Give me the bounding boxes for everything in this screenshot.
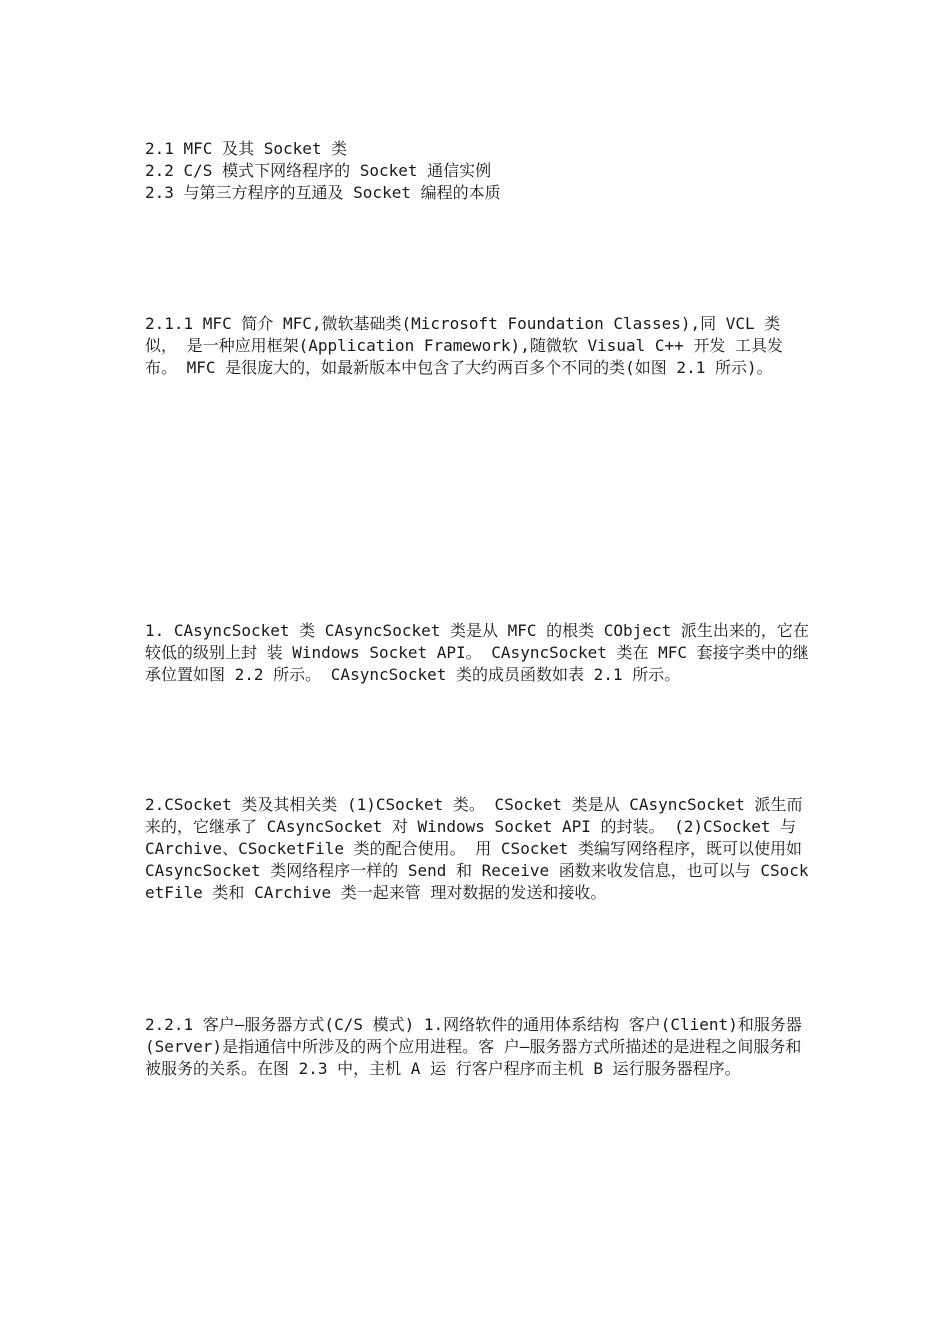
toc-item: 2.3 与第三方程序的互通及 Socket 编程的本质 — [145, 183, 501, 202]
paragraph-casyncsocket: 1. CAsyncSocket 类 CAsyncSocket 类是从 MFC 的根类 CObject 派生出来的，它在较低的级别上封 装 Windows Socket API。 CAsyncSocket 类在 MFC 套接字类中的继承位置如图 2.2 所示。 CAsyncSocket 类的成员函数如表 2.1 所示。 — [145, 621, 809, 684]
paragraph-mfc-intro: 2.1.1 MFC 简介 MFC,微软基础类(Microsoft Foundation Classes),同 VCL 类似， 是一种应用框架(Application Framework),随微软 Visual C++ 开发 工具发布。 MFC 是很庞大的，如最新版本中包含了大约两百多个不同的类(如图 2.1 所示)。 — [145, 314, 784, 377]
toc-item: 2.1 MFC 及其 Socket 类 — [145, 139, 348, 158]
paragraph-csocket: 2.CSocket 类及其相关类 (1)CSocket 类。 CSocket 类是从 CAsyncSocket 派生而来的，它继承了 CAsyncSocket 对 Windows Socket API 的封装。 (2)CSocket 与 CArchive、CSocketFile 类的配合使用。 用 CSocket 类编写网络程序，既可以使用如 CAsyncSocket 类网络程序一样的 Send 和 Receive 函数来收发信息，也可以与 CSocketFile 类和 CArchive 类一起来管 理对数据的发送和接收。 — [145, 795, 809, 902]
table-of-contents — [145, 138, 810, 204]
paragraph-client-server: 2.2.1 客户—服务器方式(C/S 模式) 1.网络软件的通用体系结构 客户(Client)和服务器(Server)是指通信中所涉及的两个应用进程。客 户—服务器方式所描述的是进程之间服务和被服务的关系。在图 2.3 中，主机 A 运 行客户程序而主机 B 运行服务器程序。 — [145, 1015, 802, 1078]
toc-item: 2.2 C/S 模式下网络程序的 Socket 通信实例 — [145, 161, 492, 180]
